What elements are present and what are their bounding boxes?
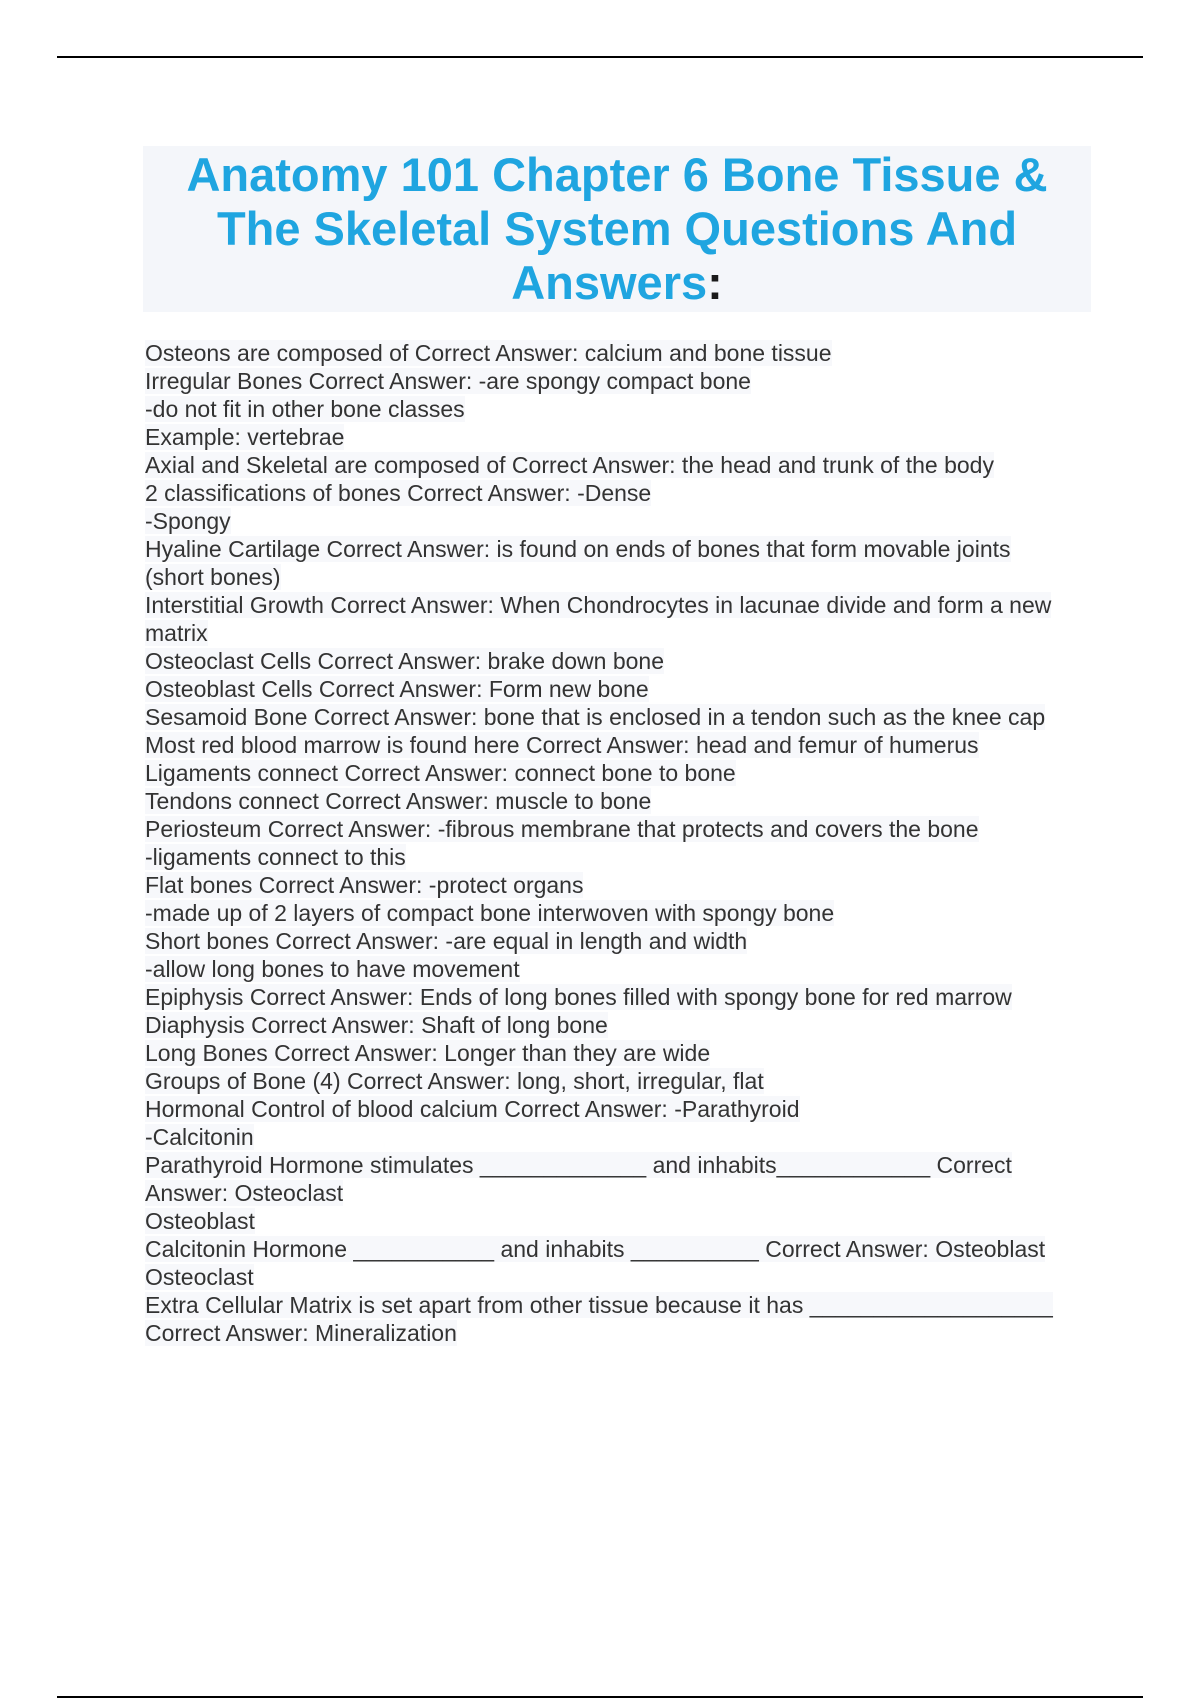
qa-line xyxy=(145,983,1065,1011)
qa-line xyxy=(145,1151,1065,1207)
qa-line xyxy=(145,955,1065,983)
qa-line-text: Ligaments connect Correct Answer: connect bone to bone xyxy=(145,760,736,786)
qa-line xyxy=(145,1067,1065,1095)
qa-line-text: Diaphysis Correct Answer: Shaft of long bone xyxy=(145,1012,608,1038)
qa-line xyxy=(145,1291,1065,1347)
qa-line xyxy=(145,1123,1065,1151)
page-title xyxy=(143,146,1091,310)
qa-line-text: Short bones Correct Answer: -are equal in length and width xyxy=(145,928,748,954)
qa-line-text: Sesamoid Bone Correct Answer: bone that is enclosed in a tendon such as the knee cap xyxy=(145,704,1046,730)
qa-line xyxy=(145,591,1065,647)
qa-line-text: Periosteum Correct Answer: -fibrous membrane that protects and covers the bone xyxy=(145,816,979,842)
qa-line xyxy=(145,1011,1065,1039)
qa-line-text: Osteoblast Cells Correct Answer: Form new bone xyxy=(145,676,649,702)
qa-line xyxy=(145,703,1065,731)
qa-line-text: Example: vertebrae xyxy=(145,424,345,450)
qa-line xyxy=(145,843,1065,871)
qa-line-text: Extra Cellular Matrix is set apart from other tissue because it has ___________________ Correct Answer: Mineralization xyxy=(145,1292,1053,1346)
qa-line-text: Most red blood marrow is found here Correct Answer: head and femur of humerus xyxy=(145,732,979,758)
qa-line xyxy=(145,871,1065,899)
qa-line-text: Hormonal Control of blood calcium Correct Answer: -Parathyroid xyxy=(145,1096,800,1122)
qa-line-text: Long Bones Correct Answer: Longer than they are wide xyxy=(145,1040,711,1066)
qa-line xyxy=(145,1207,1065,1235)
qa-line-text: Parathyroid Hormone stimulates _____________ and inhabits____________ Correct Answer: Osteoclast xyxy=(145,1152,1012,1206)
qa-line-text: Hyaline Cartilage Correct Answer: is found on ends of bones that form movable joints (short bones) xyxy=(145,536,1011,590)
qa-line xyxy=(145,1263,1065,1291)
qa-line-text: Tendons connect Correct Answer: muscle to bone xyxy=(145,788,652,814)
qa-line xyxy=(145,479,1065,507)
qa-line-text: Osteoclast Cells Correct Answer: brake down bone xyxy=(145,648,665,674)
qa-line-text: Groups of Bone (4) Correct Answer: long, short, irregular, flat xyxy=(145,1068,764,1094)
qa-line-text: Flat bones Correct Answer: -protect organs xyxy=(145,872,584,898)
qa-line-text: 2 classifications of bones Correct Answer: -Dense xyxy=(145,480,652,506)
qa-line-text: -allow long bones to have movement xyxy=(145,956,520,982)
page-title-colon: : xyxy=(707,256,723,309)
qa-list xyxy=(145,339,1065,1347)
qa-line-text: -do not fit in other bone classes xyxy=(145,396,465,422)
qa-line-text: Osteons are composed of Correct Answer: calcium and bone tissue xyxy=(145,340,832,366)
qa-line-text: Osteoblast xyxy=(145,1208,255,1234)
qa-line-text: Irregular Bones Correct Answer: -are spongy compact bone xyxy=(145,368,751,394)
qa-line-text: Axial and Skeletal are composed of Correct Answer: the head and trunk of the body xyxy=(145,452,994,478)
title-box xyxy=(143,146,1091,312)
page-title-text: Anatomy 101 Chapter 6 Bone Tissue & The Skeletal System Questions And Answers xyxy=(186,148,1048,309)
qa-line-text: Osteoclast xyxy=(145,1264,254,1290)
qa-line xyxy=(145,675,1065,703)
qa-line-text: -ligaments connect to this xyxy=(145,844,406,870)
qa-line xyxy=(145,731,1065,759)
qa-line xyxy=(145,927,1065,955)
qa-line-text: Calcitonin Hormone ___________ and inhabits __________ Correct Answer: Osteoblast xyxy=(145,1236,1046,1262)
qa-line xyxy=(145,451,1065,479)
qa-line-text: -made up of 2 layers of compact bone interwoven with spongy bone xyxy=(145,900,835,926)
qa-line xyxy=(145,815,1065,843)
qa-line xyxy=(145,647,1065,675)
qa-line xyxy=(145,1235,1065,1263)
top-rule xyxy=(57,56,1143,58)
qa-line xyxy=(145,1039,1065,1067)
qa-line-text: -Spongy xyxy=(145,508,231,534)
qa-line xyxy=(145,535,1065,591)
qa-line xyxy=(145,759,1065,787)
qa-line xyxy=(145,367,1065,395)
qa-line xyxy=(145,395,1065,423)
qa-line-text: -Calcitonin xyxy=(145,1124,254,1150)
qa-line-text: Interstitial Growth Correct Answer: When Chondrocytes in lacunae divide and form a new matrix xyxy=(145,592,1052,646)
qa-line-text: Epiphysis Correct Answer: Ends of long bones filled with spongy bone for red marrow xyxy=(145,984,1012,1010)
qa-line xyxy=(145,787,1065,815)
bottom-rule xyxy=(57,1696,1143,1698)
qa-line xyxy=(145,423,1065,451)
qa-line xyxy=(145,899,1065,927)
qa-line xyxy=(145,1095,1065,1123)
qa-line xyxy=(145,507,1065,535)
qa-line xyxy=(145,339,1065,367)
